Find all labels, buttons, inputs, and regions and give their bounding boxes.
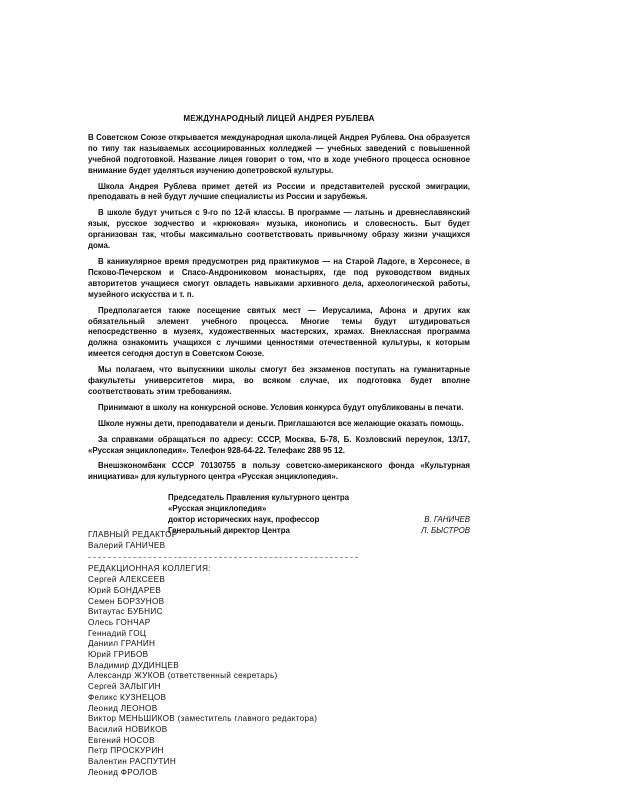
collegium-member: Виктор МЕНЬШИКОВ (заместитель главного редактора)	[88, 714, 318, 724]
editorial-board	[88, 530, 448, 778]
chief-editor-name: Валерий ГАНИЧЕВ	[88, 540, 166, 550]
collegium-member: Петр ПРОСКУРИН	[88, 746, 164, 756]
collegium-member: Леонид ФРОЛОВ	[88, 767, 158, 777]
chair-title-line: Председатель Правления культурного центра	[168, 493, 350, 503]
collegium-member: Василий НОВИКОВ	[88, 724, 168, 734]
collegium-member: Юрий ГРИБОВ	[88, 650, 149, 660]
article-paragraph: Мы полагаем, что выпускники школы смогут без экзаменов поступать на гуманитарные факультеты университетов мира, во всяком случае, их подготовка будет вполне соответствовать этим требованиям.	[88, 365, 470, 396]
collegium-member: Геннадий ГОЦ	[88, 628, 147, 638]
divider	[88, 557, 358, 558]
article-paragraph: В каникулярное время предусмотрен ряд практикумов — на Старой Ладоге, в Херсонесе, в Псково-Печерском и Спасо-Андрониковом монастырях, где под руководством видных авторитетов учащиеся смогут овладеть навыками архивного дела, археологической работы, музейного искусства и т. п.	[88, 256, 470, 299]
collegium-member-list	[88, 575, 448, 778]
chair-organization-line: «Русская энциклопедия»	[168, 504, 267, 514]
collegium-member: Даниил ГРАНИН	[88, 639, 156, 649]
collegium-member: Юрий БОНДАРЕВ	[88, 585, 162, 595]
article-paragraph: Внешэкономбанк СССР 70130755 в пользу советско-американского фонда «Культурная инициатива» для культурного центра «Русская энциклопедия».	[88, 461, 470, 482]
article-paragraph: В школе будут учиться с 9-го по 12-й классы. В программе — латынь и древнеславянский язык, русское зодчество и «крюковая» музыка, иконопись и словесность. Быт будет организован так, чтобы максимально соответствовать привычному образу жизни учащихся дома.	[88, 208, 470, 251]
collegium-member: Евгений НОСОВ	[88, 735, 155, 745]
collegium-member: Леонид ЛЕОНОВ	[88, 703, 158, 713]
collegium-member: Семен БОРЗУНОВ	[88, 596, 165, 606]
collegium-member: Сергей ЗАЛЫГИН	[88, 682, 161, 692]
collegium-member: Олесь ГОНЧАР	[88, 617, 151, 627]
article-paragraph: Предполагается также посещение святых мест — Иерусалима, Афона и других как обязательный элемент учебного процесса. Многие темы будут штудироваться непосредственно в музеях, художественных мастерских, храмах. Внеклассная программа должна ознакомить учащихся с лучшими ценностями отечественной культуры, к которым имеется сегодня доступ в Советском Союзе.	[88, 305, 470, 359]
collegium-member: Владимир ДУДИНЦЕВ	[88, 660, 180, 670]
article-paragraph: Школе нужны дети, преподаватели и деньги. Приглашаются все желающие оказать помощь.	[98, 418, 464, 428]
collegium-member: Александр ЖУКОВ (ответственный секретарь)	[88, 671, 278, 681]
collegium-member: Сергей АЛЕКСЕЕВ	[88, 575, 166, 585]
article-title: МЕЖДУНАРОДНЫЙ ЛИЦЕЙ АНДРЕЯ РУБЛЕВА	[183, 114, 375, 123]
collegium-member: Валентин РАСПУТИН	[88, 757, 177, 767]
article-paragraph: За справками обращаться по адресу: СССР, Москва, Б-78, Б. Козловский переулок, 13/17, «Русская энциклопедия». Телефон 928-64-22. Телефакс 288 95 12.	[88, 434, 470, 455]
chief-editor-heading: ГЛАВНЫЙ РЕДАКТОР	[88, 530, 178, 539]
director-name: Л. БЫСТРОВ	[421, 526, 470, 535]
director-title: Генеральный директор Центра	[168, 526, 290, 535]
article-paragraph: Школа Андрея Рублева примет детей из России и представителей русской эмиграции, преподавать в ней будут лучшие специалисты из России и зарубежья.	[88, 181, 470, 202]
article-paragraph: Принимают в школу на конкурсной основе. Условия конкурса будут опубликованы в печати.	[98, 402, 464, 412]
chair-degree: доктор исторических наук, профессор	[168, 515, 320, 525]
collegium-heading: РЕДАКЦИОННАЯ КОЛЛЕГИЯ:	[88, 564, 211, 574]
collegium-member: Витаутас БУБНИС	[88, 607, 163, 617]
collegium-member: Феликс КУЗНЕЦОВ	[88, 692, 167, 702]
article-paragraph: В Советском Союзе открывается международная школа-лицей Андрея Рублева. Она образуется по типу так называемых ассоциированных колледжей — учебных заведений с повышенной учебной подготовкой. Название лицея говорит о том, что в ходе учебного процесса основное внимание будет уделяться изучению допетровской культуры.	[88, 132, 470, 175]
chair-name: В. ГАНИЧЕВ	[424, 515, 470, 525]
chair-signature-row	[168, 515, 470, 526]
article	[88, 114, 470, 537]
